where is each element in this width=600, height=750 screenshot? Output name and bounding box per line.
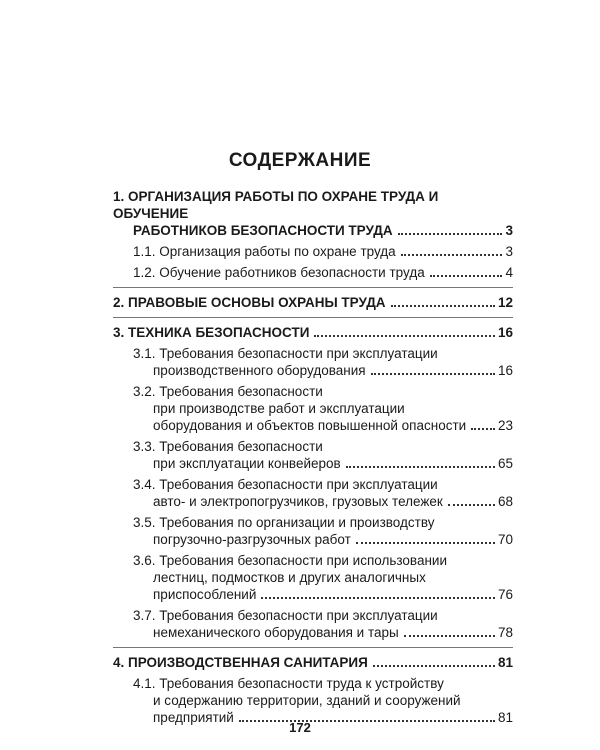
toc-entry-line: 3.6. Требования безопасности при использовании: [133, 553, 447, 568]
toc-entry-line: РАБОТНИКОВ БЕЗОПАСНОСТИ ТРУДА: [133, 223, 393, 238]
toc-entry-line: 3.2. Требования безопасности: [133, 384, 323, 399]
toc-subsection: [133, 243, 513, 260]
toc-page-number: 81: [497, 710, 513, 725]
toc-entry-line: 3. ТЕХНИКА БЕЗОПАСНОСТИ: [113, 325, 310, 340]
toc-entry-line: 4. ПРОИЗВОДСТВЕННАЯ САНИТАРИЯ: [113, 655, 368, 670]
toc-entry-line: 1.2. Обучение работников безопасности труда: [133, 265, 425, 280]
toc-page-number: 81: [497, 655, 513, 670]
toc-entry-text: [133, 264, 505, 281]
toc-entry-text: [133, 607, 498, 641]
dot-leader: [404, 634, 495, 637]
toc-subsection: [133, 345, 513, 379]
toc-page-number: 70: [497, 532, 513, 547]
toc-page-number: 4: [505, 265, 513, 280]
toc-section: [113, 294, 513, 311]
toc-entry-line: 1.1. Организация работы по охране труда: [133, 244, 396, 259]
dot-leader: [401, 253, 503, 256]
toc-entry-line: 1. ОРГАНИЗАЦИЯ РАБОТЫ ПО ОХРАНЕ ТРУДА И ОБУЧЕНИЕ: [113, 189, 439, 221]
section-divider: [113, 317, 513, 318]
toc-page-number: 12: [497, 295, 513, 310]
toc-entry-line: авто- и электропогрузчиков, грузовых тележек: [153, 494, 443, 509]
toc-subsection: [133, 675, 513, 726]
dot-leader: [371, 372, 495, 375]
toc-entry-line: и содержанию территории, зданий и сооружений: [153, 693, 461, 708]
toc-subsection: [133, 383, 513, 434]
section-divider: [113, 647, 513, 648]
dot-leader: [356, 541, 495, 544]
toc-entry-line: при эксплуатации конвейеров: [153, 456, 341, 471]
toc-section: [113, 324, 513, 341]
toc-page-number: 76: [497, 587, 513, 602]
toc-subsection: [133, 438, 513, 472]
toc-entry-line: 4.1. Требования безопасности труда к устройству: [133, 676, 444, 691]
toc-entry-text: [133, 383, 498, 434]
toc-entry-line: 2. ПРАВОВЫЕ ОСНОВЫ ОХРАНЫ ТРУДА: [113, 295, 386, 310]
dot-leader: [471, 427, 495, 430]
toc-entry-line: предприятий: [153, 710, 234, 725]
toc-entry-line: 3.5. Требования по организации и производству: [133, 515, 435, 530]
toc-page-number: 16: [497, 325, 513, 340]
toc-entry-line: при производстве работ и эксплуатации: [153, 401, 405, 416]
toc-page-number: 23: [497, 418, 513, 433]
section-divider: [113, 287, 513, 288]
dot-leader: [391, 304, 495, 307]
toc-section: [113, 188, 513, 239]
toc-list: [113, 188, 513, 730]
toc-subsection: [133, 552, 513, 603]
toc-subsection: [133, 514, 513, 548]
toc-page-number: 3: [505, 223, 513, 238]
toc-title: СОДЕРЖАНИЕ: [228, 150, 372, 171]
toc-entry-line: приспособлений: [153, 587, 257, 602]
toc-page-number: 78: [497, 625, 513, 640]
toc-entry-line: 3.3. Требования безопасности: [133, 439, 323, 454]
toc-subsection: [133, 607, 513, 641]
toc-entry-line: лестниц, подмостков и других аналогичных: [153, 570, 426, 585]
toc-entry-line: производственного оборудования: [153, 363, 366, 378]
toc-entry-text: [113, 294, 498, 311]
dot-leader: [430, 274, 503, 277]
dot-leader: [261, 596, 495, 599]
toc-page-number: 68: [497, 494, 513, 509]
toc-entry-text: [113, 324, 498, 341]
dot-leader: [398, 232, 503, 235]
toc-entry-text: [133, 476, 498, 510]
toc-page-number: 16: [497, 363, 513, 378]
toc-entry-line: оборудования и объектов повышенной опасности: [153, 418, 467, 433]
toc-entry-line: 3.4. Требования безопасности при эксплуатации: [133, 477, 438, 492]
dot-leader: [314, 334, 495, 337]
dot-leader: [346, 465, 495, 468]
toc-section: [113, 654, 513, 671]
toc-entry-text: [133, 675, 498, 726]
toc-subsection: [133, 476, 513, 510]
toc-subsection: [133, 264, 513, 281]
toc-entry-text: [133, 552, 498, 603]
toc-entry-text: [113, 188, 505, 239]
toc-entry-line: погрузочно-разгрузочных работ: [153, 532, 351, 547]
toc-entry-line: немеханического оборудования и тары: [153, 625, 399, 640]
toc-entry-line: 3.7. Требования безопасности при эксплуатации: [133, 608, 438, 623]
toc-entry-text: [133, 514, 498, 548]
toc-page-number: 65: [497, 456, 513, 471]
dot-leader: [448, 503, 495, 506]
toc-entry-line: 3.1. Требования безопасности при эксплуатации: [133, 346, 438, 361]
toc-entry-text: [133, 438, 498, 472]
toc-entry-text: [133, 345, 498, 379]
toc-entry-text: [133, 243, 505, 260]
dot-leader: [373, 664, 495, 667]
toc-entry-text: [113, 654, 498, 671]
page-number: 172: [289, 720, 311, 735]
toc-page-number: 3: [505, 244, 513, 259]
